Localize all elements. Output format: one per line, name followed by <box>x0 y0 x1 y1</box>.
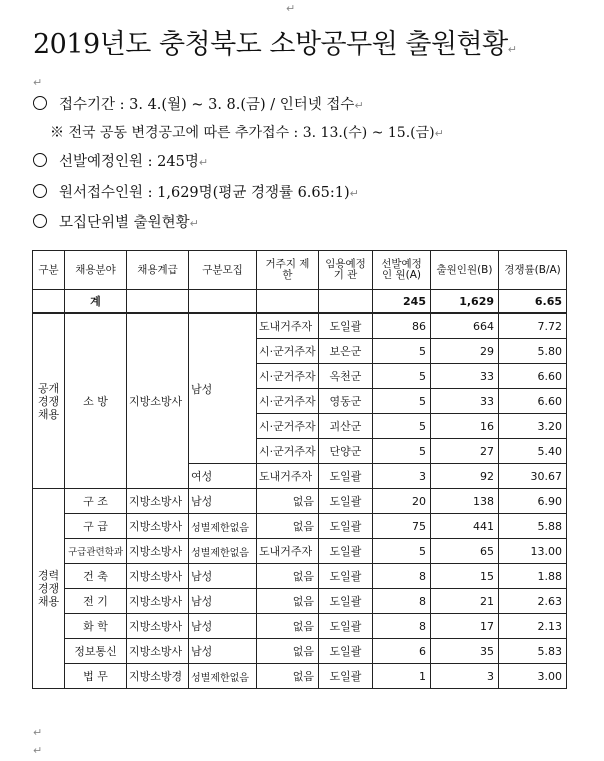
header-cell: 임용예정 기 관 <box>319 251 373 290</box>
table-row <box>33 564 567 589</box>
agency-cell: 도일괄 <box>319 313 373 339</box>
selected-cell: 5 <box>373 439 431 464</box>
ratio-cell: 5.80 <box>499 339 567 364</box>
ratio-cell: 2.13 <box>499 614 567 639</box>
ratio-cell: 30.67 <box>499 464 567 489</box>
ratio-cell: 6.60 <box>499 389 567 414</box>
selected-cell: 5 <box>373 364 431 389</box>
applicants-cell: 33 <box>431 389 499 414</box>
field-cell: 구급관련학과 <box>65 539 127 564</box>
selected-cell: 8 <box>373 589 431 614</box>
group-label: 경력경쟁채용 <box>33 489 65 689</box>
ratio-cell: 2.63 <box>499 589 567 614</box>
ratio-cell: 7.72 <box>499 313 567 339</box>
sub-cell: 남성 <box>189 639 257 664</box>
rank-cell: 지방소방사 <box>127 564 189 589</box>
sub-cell: 성별제한없음 <box>189 539 257 564</box>
rank-cell: 지방소방사 <box>127 514 189 539</box>
sub-cell: 남성 <box>189 564 257 589</box>
header-cell: 구분 <box>33 251 65 290</box>
agency-cell: 도일괄 <box>319 514 373 539</box>
table-row <box>33 514 567 539</box>
applicants-cell: 27 <box>431 439 499 464</box>
residence-cell: 없음 <box>257 589 319 614</box>
field-cell: 화 학 <box>65 614 127 639</box>
residence-cell: 없음 <box>257 514 319 539</box>
paragraph-mark: ↵ <box>286 2 296 15</box>
selected-cell: 5 <box>373 339 431 364</box>
rank-cell: 지방소방사 <box>127 539 189 564</box>
applicant-status-table <box>32 250 567 689</box>
table-row <box>33 539 567 564</box>
agency-cell: 도일괄 <box>319 464 373 489</box>
applicant-count-line: 원서접수인원 : 1,629명(평균 경쟁률 6.65:1)↵ <box>33 181 359 202</box>
header-cell: 선발예정 인 원(A) <box>373 251 431 290</box>
rank-cell: 지방소방사 <box>127 313 189 489</box>
residence-cell: 시·군거주자 <box>257 439 319 464</box>
selected-cell: 8 <box>373 614 431 639</box>
planned-selection-line: 선발예정인원 : 245명↵ <box>33 150 208 171</box>
selected-cell: 8 <box>373 564 431 589</box>
sub-cell: 남성 <box>189 313 257 464</box>
applicants-cell: 29 <box>431 339 499 364</box>
ratio-cell: 6.60 <box>499 364 567 389</box>
header-cell: 채용계급 <box>127 251 189 290</box>
page-title: 2019년도 충청북도 소방공무원 출원현황↵ <box>33 29 517 60</box>
residence-cell: 시·군거주자 <box>257 389 319 414</box>
rank-cell: 지방소방사 <box>127 639 189 664</box>
table-row <box>33 313 567 339</box>
total-selected: 245 <box>373 290 431 314</box>
residence-cell: 시·군거주자 <box>257 339 319 364</box>
paragraph-mark: ↵ <box>33 744 43 757</box>
career-recruitment-group <box>33 489 567 689</box>
agency-cell: 영동군 <box>319 389 373 414</box>
field-cell: 전 기 <box>65 589 127 614</box>
residence-cell: 없음 <box>257 564 319 589</box>
ratio-cell: 5.40 <box>499 439 567 464</box>
header-cell: 거주지 제 한 <box>257 251 319 290</box>
field-cell: 소 방 <box>65 313 127 489</box>
unit-status-heading: 모집단위별 출원현황↵ <box>33 211 199 232</box>
applicants-cell: 65 <box>431 539 499 564</box>
total-label: 계 <box>65 290 127 314</box>
header-cell: 경쟁률(B/A) <box>499 251 567 290</box>
total-row <box>33 290 567 314</box>
group-label: 공개경쟁채용 <box>33 313 65 489</box>
residence-cell: 도내거주자 <box>257 313 319 339</box>
residence-cell: 없음 <box>257 639 319 664</box>
applicants-cell: 16 <box>431 414 499 439</box>
selected-cell: 86 <box>373 313 431 339</box>
residence-cell: 없음 <box>257 664 319 689</box>
agency-cell: 옥천군 <box>319 364 373 389</box>
applicants-cell: 33 <box>431 364 499 389</box>
applicants-cell: 664 <box>431 313 499 339</box>
paragraph-mark: ↵ <box>33 726 43 739</box>
table-row <box>33 664 567 689</box>
agency-cell: 괴산군 <box>319 414 373 439</box>
applicants-cell: 92 <box>431 464 499 489</box>
circle-bullet-icon <box>33 96 47 110</box>
circle-bullet-icon <box>33 153 47 167</box>
applicants-cell: 21 <box>431 589 499 614</box>
selected-cell: 75 <box>373 514 431 539</box>
applicants-cell: 17 <box>431 614 499 639</box>
table-row <box>33 639 567 664</box>
ratio-cell: 6.90 <box>499 489 567 514</box>
paragraph-mark: ↵ <box>33 76 43 89</box>
selected-cell: 5 <box>373 539 431 564</box>
table-row <box>33 614 567 639</box>
agency-cell: 단양군 <box>319 439 373 464</box>
ratio-cell: 5.83 <box>499 639 567 664</box>
table-row <box>33 589 567 614</box>
field-cell: 정보통신 <box>65 639 127 664</box>
applicants-cell: 15 <box>431 564 499 589</box>
applicants-cell: 3 <box>431 664 499 689</box>
selected-cell: 5 <box>373 389 431 414</box>
residence-cell: 시·군거주자 <box>257 414 319 439</box>
ratio-cell: 3.00 <box>499 664 567 689</box>
agency-cell: 도일괄 <box>319 539 373 564</box>
additional-reception-note: ※ 전국 공동 변경공고에 따른 추가접수 : 3. 13.(수) ~ 15.(금)↵ <box>50 125 444 141</box>
ratio-cell: 5.88 <box>499 514 567 539</box>
agency-cell: 도일괄 <box>319 589 373 614</box>
header-cell: 출원인원(B) <box>431 251 499 290</box>
sub-cell: 남성 <box>189 489 257 514</box>
total-applicants: 1,629 <box>431 290 499 314</box>
applicants-cell: 138 <box>431 489 499 514</box>
residence-cell: 도내거주자 <box>257 539 319 564</box>
agency-cell: 보은군 <box>319 339 373 364</box>
rank-cell: 지방소방사 <box>127 614 189 639</box>
field-cell: 법 무 <box>65 664 127 689</box>
residence-cell: 도내거주자 <box>257 464 319 489</box>
ratio-cell: 3.20 <box>499 414 567 439</box>
sub-cell: 남성 <box>189 614 257 639</box>
total-ratio: 6.65 <box>499 290 567 314</box>
field-cell: 구 조 <box>65 489 127 514</box>
ratio-cell: 13.00 <box>499 539 567 564</box>
selected-cell: 1 <box>373 664 431 689</box>
selected-cell: 20 <box>373 489 431 514</box>
residence-cell: 없음 <box>257 614 319 639</box>
field-cell: 구 급 <box>65 514 127 539</box>
table-row <box>33 489 567 514</box>
header-cell: 구분모집 <box>189 251 257 290</box>
table-header-row <box>33 251 567 290</box>
rank-cell: 지방소방사 <box>127 489 189 514</box>
open-recruitment-group <box>33 313 567 489</box>
agency-cell: 도일괄 <box>319 639 373 664</box>
applicants-cell: 441 <box>431 514 499 539</box>
selected-cell: 3 <box>373 464 431 489</box>
residence-cell: 없음 <box>257 489 319 514</box>
circle-bullet-icon <box>33 184 47 198</box>
sub-cell: 성별제한없음 <box>189 664 257 689</box>
agency-cell: 도일괄 <box>319 664 373 689</box>
applicants-cell: 35 <box>431 639 499 664</box>
header-cell: 채용분야 <box>65 251 127 290</box>
sub-cell: 여성 <box>189 464 257 489</box>
selected-cell: 5 <box>373 414 431 439</box>
ratio-cell: 1.88 <box>499 564 567 589</box>
sub-cell: 남성 <box>189 589 257 614</box>
sub-cell: 성별제한없음 <box>189 514 257 539</box>
agency-cell: 도일괄 <box>319 489 373 514</box>
field-cell: 건 축 <box>65 564 127 589</box>
residence-cell: 시·군거주자 <box>257 364 319 389</box>
rank-cell: 지방소방사 <box>127 589 189 614</box>
agency-cell: 도일괄 <box>319 614 373 639</box>
agency-cell: 도일괄 <box>319 564 373 589</box>
rank-cell: 지방소방경 <box>127 664 189 689</box>
circle-bullet-icon <box>33 214 47 228</box>
selected-cell: 6 <box>373 639 431 664</box>
reception-period-line: 접수기간 : 3. 4.(월) ~ 3. 8.(금) / 인터넷 접수↵ <box>33 93 364 114</box>
